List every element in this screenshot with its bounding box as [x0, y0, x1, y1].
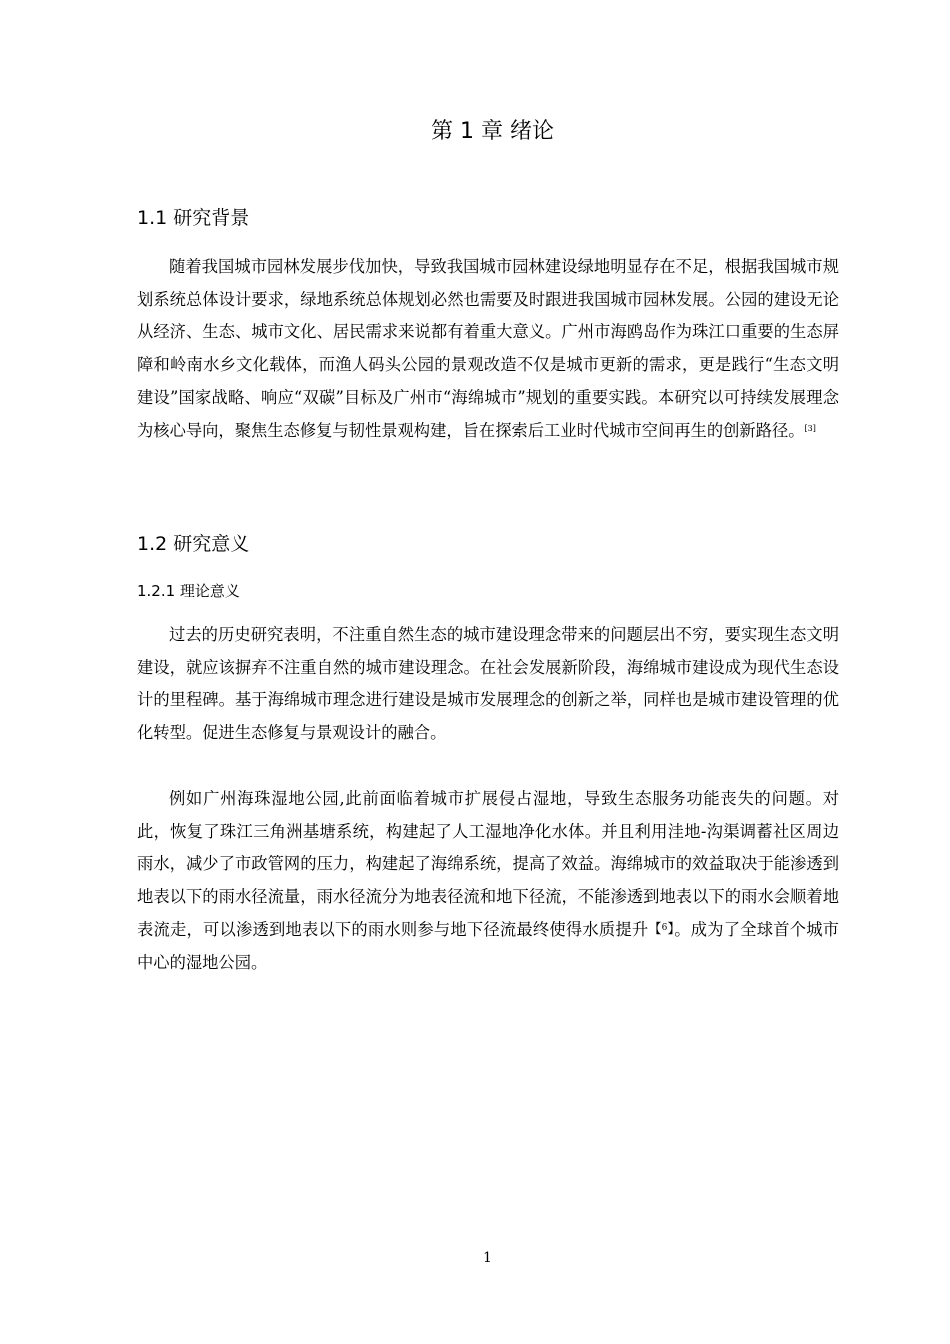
paragraph-2-text-after: 。成为了全球首个城市中心的湿地公园。	[137, 919, 839, 972]
citation-open-bracket: 【	[648, 921, 662, 937]
citation-close-bracket: 】	[667, 921, 675, 937]
section-1-1-paragraph-text: 随着我国城市园林发展步伐加快，导致我国城市园林建设绿地明显存在不足，根据我国城市规划系统总体设计要求，绿地系统总体规划必然也需要及时跟进我国城市园林发展。公园的建设无论从经济、生态、城市文化、居民需求来说都有着重大意义。广州市海鸥岛作为珠江口重要的生态屏障和岭南水乡文化载体，而渔人码头公园的景观改造不仅是城市更新的需求，更是践行“生态文明建设”国家战略、响应“双碳”目标及广州市“海绵城市”规划的重要实践。本研究以可持续发展理念为核心导向，聚焦生态修复与韧性景观构建，旨在探索后工业时代城市空间再生的创新路径。	[137, 257, 839, 440]
chapter-title: 第 1 章 绪论	[431, 119, 554, 144]
citation-number: 6	[661, 922, 668, 933]
citation-ref-6	[648, 922, 674, 937]
page-number: 1	[483, 1250, 492, 1266]
section-heading-1-2: 1.2 研究意义	[137, 533, 250, 555]
citation-ref-3: [3]	[804, 423, 816, 433]
section-1-2-1-paragraph-2	[137, 783, 839, 979]
paragraph-2-text-before: 例如广州海珠湿地公园,此前面临着城市扩展侵占湿地，导致生态服务功能丧失的问题。对此，恢复了珠江三角洲基塘系统，构建起了人工湿地净化水体。并且利用洼地-沟渠调蓄社区周边雨水，减少了市政管网的压力，构建起了海绵系统，提高了效益。海绵城市的效益取决于能渗透到地表以下的雨水径流量，雨水径流分为地表径流和地下径流，不能渗透到地表以下的雨水会顺着地表流走，可以渗透到地表以下的雨水则参与地下径流最终使得水质提升	[137, 789, 839, 939]
section-heading-1-1: 1.1 研究背景	[137, 207, 250, 229]
section-1-1-paragraph	[137, 251, 839, 447]
section-heading-1-2-1: 1.2.1 理论意义	[137, 582, 240, 600]
section-1-2-1-paragraph-1: 过去的历史研究表明，不注重自然生态的城市建设理念带来的问题层出不穷，要实现生态文明建设，就应该摒弃不注重自然的城市建设理念。在社会发展新阶段，海绵城市建设成为现代生态设计的里程碑。基于海绵城市理念进行建设是城市发展理念的创新之举，同样也是城市建设管理的优化转型。促进生态修复与景观设计的融合。	[137, 625, 839, 743]
